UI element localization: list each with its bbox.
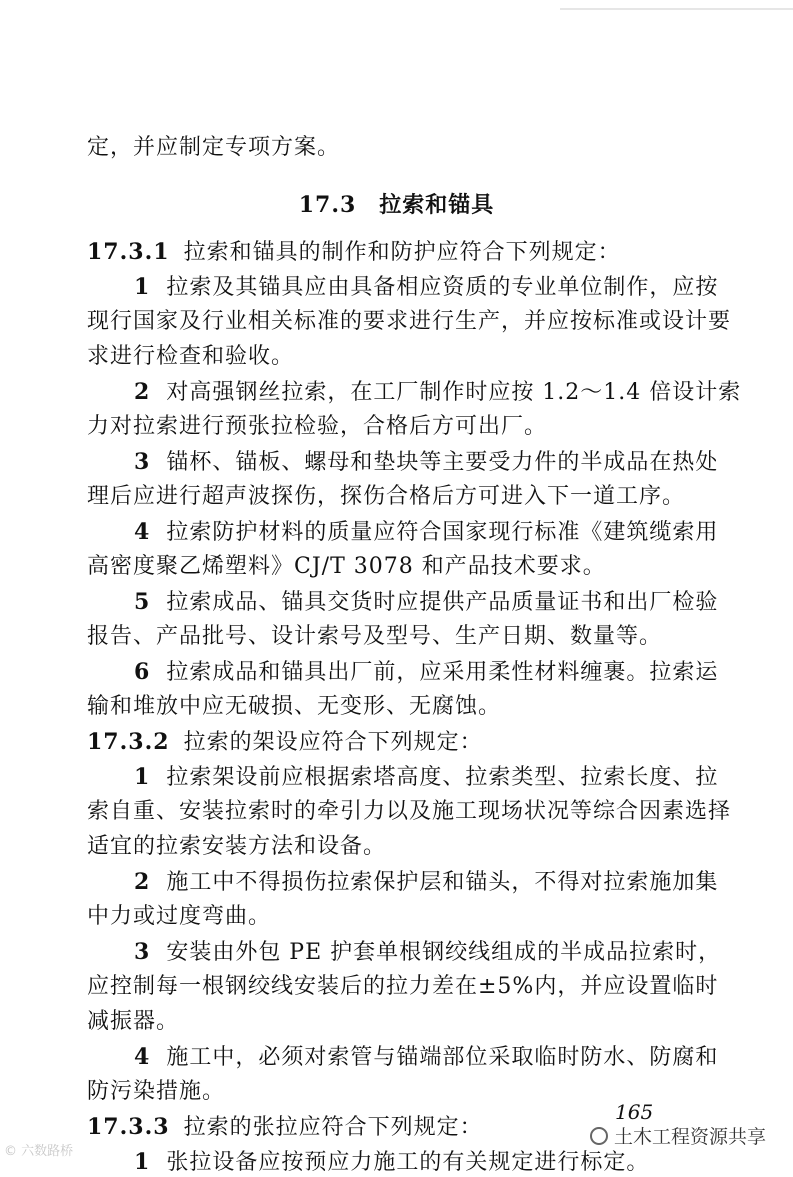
list-item-continuation [87, 833, 386, 861]
item-text: 应控制每一根钢绞线安装后的拉力差在±5%内，并应设置临时 [87, 974, 719, 999]
clause-number: 17.3.2 [87, 729, 170, 755]
clause-number: 17.3.1 [87, 239, 170, 265]
list-item-continuation [87, 308, 731, 336]
item-text: 施工中不得损伤拉索保护层和锚头，不得对拉索施加集 [166, 870, 719, 895]
item-text: 报告、产品批号、设计索号及型号、生产日期、数量等。 [87, 624, 663, 649]
item-text: 力对拉索进行预张拉检验，合格后方可出厂。 [87, 414, 548, 439]
item-number: 1 [134, 1149, 151, 1175]
list-item-continuation [87, 1008, 179, 1036]
list-item-continuation [87, 413, 547, 441]
list-item [134, 518, 718, 547]
item-text: 现行国家及行业相关标准的要求进行生产，并应按标准或设计要 [87, 309, 732, 334]
list-item-continuation [87, 483, 685, 511]
item-text: 理后应进行超声波探伤，探伤合格后方可进入下一道工序。 [87, 484, 686, 509]
item-number: 3 [134, 449, 151, 475]
list-item-continuation [87, 553, 606, 581]
wechat-icon [590, 1127, 608, 1145]
item-number: 1 [134, 764, 151, 790]
item-text: 拉索及其锚具应由具备相应资质的专业单位制作，应按 [166, 275, 719, 300]
clause-title: 拉索的架设应符合下列规定： [183, 730, 483, 755]
item-text: 适宜的拉索安装方法和设备。 [87, 834, 387, 859]
list-item [134, 378, 741, 407]
list-item [134, 448, 718, 477]
page-number: 165 [615, 1100, 654, 1124]
item-number: 3 [134, 939, 151, 965]
list-item-continuation [87, 903, 271, 931]
clause-heading [87, 1113, 483, 1142]
item-text: 拉索成品、锚具交货时应提供产品质量证书和出厂检验 [166, 590, 719, 615]
list-item [134, 273, 718, 302]
item-number: 4 [134, 1044, 151, 1070]
item-text: 防污染措施。 [87, 1079, 226, 1104]
list-item-continuation [87, 798, 731, 826]
clause-title: 拉索的张拉应符合下列规定： [183, 1115, 483, 1140]
list-item [134, 588, 718, 617]
list-item [134, 1148, 649, 1177]
item-text: 高密度聚乙烯塑料》CJ/T 3078 和产品技术要求。 [87, 554, 606, 579]
watermark-right-text: 土木工程资源共享 [614, 1126, 767, 1148]
clause-number: 17.3.3 [87, 1114, 170, 1140]
item-text: 拉索架设前应根据索塔高度、拉索类型、拉索长度、拉 [166, 765, 719, 790]
item-number: 1 [134, 274, 151, 300]
item-text: 锚杯、锚板、螺母和垫块等主要受力件的半成品在热处 [166, 450, 719, 475]
item-text: 中力或过度弯曲。 [87, 904, 272, 929]
item-number: 4 [134, 519, 151, 545]
item-number: 5 [134, 589, 151, 615]
clause-title: 拉索和锚具的制作和防护应符合下列规定： [183, 240, 621, 265]
item-text: 减振器。 [87, 1009, 180, 1034]
item-number: 2 [134, 869, 151, 895]
clause-heading [87, 728, 483, 757]
continuation-text: 定，并应制定专项方案。 [87, 135, 341, 160]
watermark-left: © 六数路桥 [4, 1144, 74, 1159]
item-text: 索自重、安装拉索时的牵引力以及施工现场状况等综合因素选择 [87, 799, 732, 824]
item-text: 张拉设备应按预应力施工的有关规定进行标定。 [166, 1150, 650, 1175]
list-item-continuation [87, 623, 662, 651]
item-text: 施工中，必须对索管与锚端部位采取临时防水、防腐和 [166, 1045, 719, 1070]
section-heading-text: 17.3 拉索和锚具 [298, 192, 495, 218]
item-text: 安装由外包 PE 护套单根钢绞线组成的半成品拉索时， [166, 940, 722, 965]
list-item [134, 658, 718, 687]
top-border-line [560, 8, 793, 10]
list-item [134, 763, 718, 792]
item-number: 2 [134, 379, 151, 405]
list-item-continuation [87, 1078, 225, 1106]
item-text: 求进行检查和验收。 [87, 344, 295, 369]
list-item [134, 1043, 718, 1072]
clause-heading [87, 238, 621, 267]
item-text: 对高强钢丝拉索，在工厂制作时应按 1.2～1.4 倍设计索 [166, 380, 742, 405]
list-item-continuation [87, 973, 718, 1001]
watermark-right [590, 1122, 766, 1149]
list-item [134, 938, 721, 967]
list-item-continuation [87, 343, 294, 371]
item-text: 拉索成品和锚具出厂前，应采用柔性材料缠裹。拉索运 [166, 660, 719, 685]
continuation-line [87, 134, 340, 162]
item-text: 输和堆放中应无破损、无变形、无腐蚀。 [87, 694, 502, 719]
section-heading [0, 191, 793, 219]
list-item-continuation [87, 693, 501, 721]
list-item [134, 868, 718, 897]
item-number: 6 [134, 659, 151, 685]
item-text: 拉索防护材料的质量应符合国家现行标准《建筑缆索用 [166, 520, 719, 545]
